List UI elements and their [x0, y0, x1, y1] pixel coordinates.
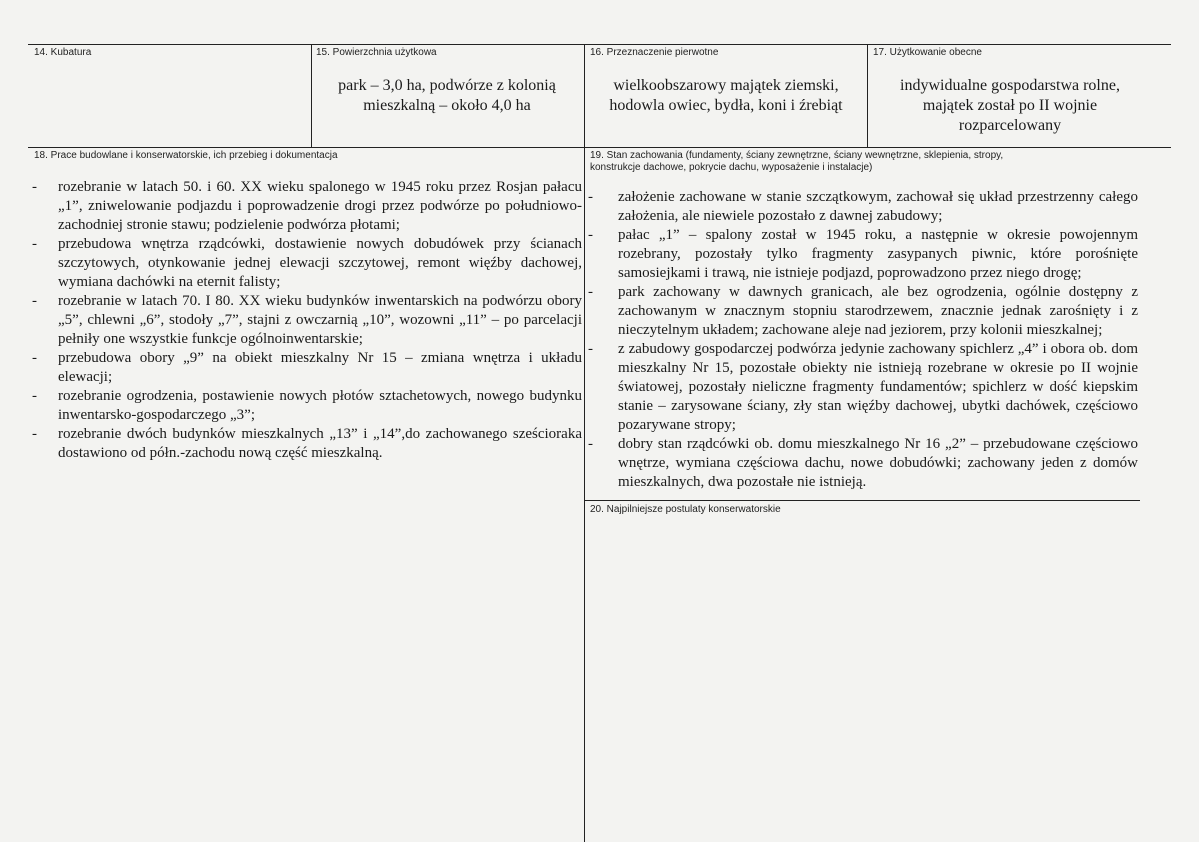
stan-item: - z zabudowy gospodarczej podwórza jedynie zachowany spichlerz „4” i obora ob. dom mieszkalny Nr 15, pozostałe obiekty nie istnieją rozebrane w okresie po II wojnie światowej, pozostały nieliczne fragmenty fundamentów; spichlerz w dość kiepskim stanie – zarysowane ściany, zły stan więźby dachowej, ubytki dachówek, częściowo pozarywane stropy; [590, 340, 1138, 435]
powierzchnia-value: park – 3,0 ha, podwórze z kolonią mieszkalną – około 4,0 ha [338, 77, 556, 114]
stan-label-line2: konstrukcje dachowe, pokrycie dachu, wyposażenie i instalacje) [590, 162, 873, 173]
prace-item: - rozebranie w latach 70. I 80. XX wieku budynków inwentarskich na podwórzu obory „5”, chlewni „6”, stodoły „7”, stajni z owczarnią „10”, wozowni „11” – po parcelacji pełniły one wszystkie funkcje ogólnoinwentarskie; [30, 292, 582, 349]
prace-item: - rozebranie w latach 50. i 60. XX wieku spalonego w 1945 roku przez Rosjan pałacu „1”, zniwelowanie podjazdu i poprowadzenie drogi przez podwórze po południowo-zachodniej stronie stawu; podzielenie podwórza płotami; [30, 178, 582, 235]
prace-item: - rozebranie dwóch budynków mieszkalnych „13” i „14”,do zachowanego sześcioraka dostawiono od półn.-zachodu nową część mieszkalną. [30, 425, 582, 463]
postulaty-label: 20. Najpilniejsze postulaty konserwatorskie [590, 504, 781, 515]
prace-item: - przebudowa wnętrza rządcówki, dostawienie nowych dobudówek przy ścianach szczytowych, otynkowanie jednej elewacji szczytowej, remont więźby dachowej, wymiana dachówki na eternit falisty; [30, 235, 582, 292]
prace-list [30, 178, 582, 463]
stan-item: - dobry stan rządcówki ob. domu mieszkalnego Nr 16 „2” – przebudowane częściowo wnętrze, wymiana częściowa dachu, nowe dobudówki; zachowany jeden z domów mieszkalnych, dwa pozostałe nie istnieją. [590, 435, 1138, 492]
przeznaczenie-value: wielkoobszarowy majątek ziemski, hodowla owiec, bydła, koni i źrebiąt [609, 77, 843, 114]
prace-item: - rozebranie ogrodzenia, postawienie nowych płotów sztachetowych, nowego budynku inwentarsko-gospodarczego „3”; [30, 387, 582, 425]
divider-14-15 [311, 44, 312, 147]
przeznaczenie-label: 16. Przeznaczenie pierwotne [590, 47, 719, 58]
stan-item: - park zachowany w dawnych granicach, ale bez ogrodzenia, ogólnie dostępny z zachowanym w znacznym stopniu starodrzewem, znacznie jednak zarośnięty i z nieczytelnym układem; zachowane aleje nad jeziorem, przy kolonii mieszkalnej; [590, 283, 1138, 340]
uzytkowanie-label: 17. Użytkowanie obecne [873, 47, 982, 58]
stan-item: - założenie zachowane w stanie szczątkowym, zachował się układ przestrzenny całego założenia, ale niewiele pozostało z dawnej zabudowy; [590, 188, 1138, 226]
top-border [28, 44, 1171, 45]
powierzchnia-label: 15. Powierzchnia użytkowa [316, 47, 437, 58]
row1-bottom-border [28, 147, 1171, 148]
center-divider [584, 44, 585, 842]
uzytkowanie-value: indywidualne gospodarstwa rolne, majątek został po II wojnie rozparcelowany [900, 77, 1120, 134]
stan-item: - pałac „1” – spalony został w 1945 roku, a następnie w okresie powojennym rozebrany, pozostały tylko fragmenty zasypanych piwnic, które porośnięte samosiejkami i trawą, nie istnieje podjazd, poprowadzono przez niego drogę; [590, 226, 1138, 283]
stan-label-line1: 19. Stan zachowania (fundamenty, ściany zewnętrzne, ściany wewnętrzne, sklepienia, stropy, [590, 150, 1004, 161]
stan-list [590, 188, 1138, 492]
prace-item: - przebudowa obory „9” na obiekt mieszkalny Nr 15 – zmiana wnętrza i układu elewacji; [30, 349, 582, 387]
prace-label: 18. Prace budowlane i konserwatorskie, ich przebieg i dokumentacja [34, 150, 338, 161]
stan-bottom-border [584, 500, 1140, 501]
divider-16-17 [867, 44, 868, 147]
kubatura-label: 14. Kubatura [34, 47, 92, 58]
